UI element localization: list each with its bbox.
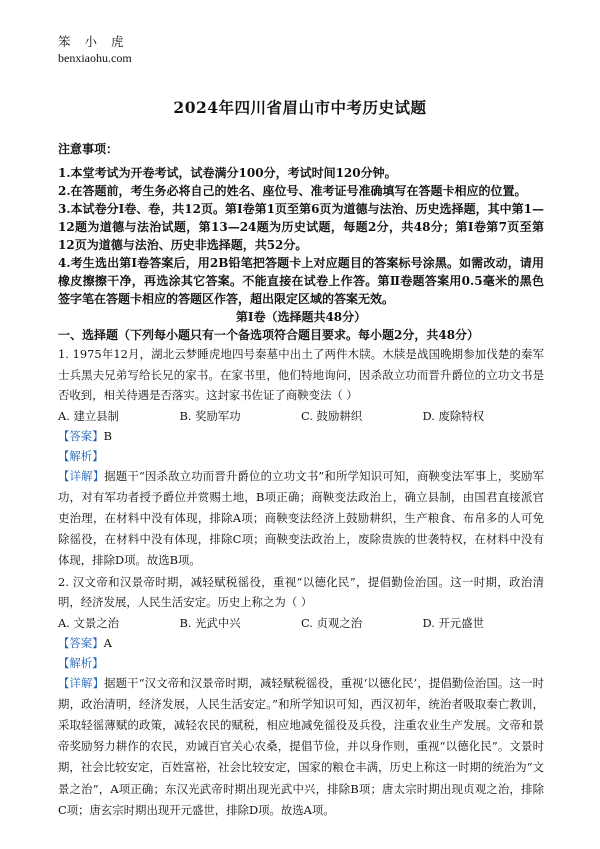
answer-value: A <box>103 635 112 650</box>
question-stem: 1. 1975年12月，湖北云梦睡虎地四号秦墓中出土了两件木牍。木牍是战国晚期参加伐楚的秦军士兵黑夫兄弟写给长兄的家书。在家书里，他们特地询问，因杀敌立功而晋升爵位的立功文书是否收到，相关待遇是否落实。这封家书佐证了商鞅变法（ ） <box>58 347 544 402</box>
detail-paragraph <box>58 466 544 572</box>
question-stem: 2. 汉文帝和汉景帝时期，减轻赋税徭役，重视“以德化民”，提倡勤俭治国。这一时期，政治清明，经济发展，人民生活安定。历史上称之为（ ） <box>58 574 544 610</box>
answer-line <box>58 426 544 446</box>
option-b: B. 光武中兴 <box>179 615 241 630</box>
question-options <box>58 406 544 426</box>
section-heading: 一、选择题（下列每小题只有一个备选项符合题目要求。每小题2分，共48分） <box>58 328 480 342</box>
analysis-line <box>58 653 544 673</box>
option-a: A. 文景之治 <box>58 615 120 630</box>
question-options <box>58 613 544 633</box>
detail-label: 【详解】 <box>58 468 105 483</box>
detail-text: 据题干“因杀敌立功而晋升爵位的立功文书”和所学知识可知，商鞅变法军事上，奖励军功，对有军功者授予爵位并赏赐土地，B项正确；商鞅变法政治上，确立县制，由国君直接派官吏治理，在材料中没有体现，排除A项；商鞅变法经济上鼓励耕织，生产粮食、布帛多的人可免除徭役，在材料中没有体现，排除C项；商鞅变法政治上，废除贵族的世袭特权，在材料中没有体现，排除D项。故选B项。 <box>58 468 544 568</box>
detail-text: 据题干“汉文帝和汉景帝时期，减轻赋税徭役，重视‘以德化民’，提倡勤俭治国。这一时期，政治清明，经济发展，人民生活安定。”和所学知识可知，西汉初年，统治者吸取秦亡教训，采取轻徭薄赋的政策，减轻农民的赋税，相应地减免徭役及兵役，注重农业生产发展。文帝和景帝奖励努力耕作的农民，劝诫百官关心农桑，提倡节俭，并以身作则，重视“以德化民”。文景时期，社会比较安定，百姓富裕，社会比较安定，国家的粮仓丰满，历史上称这一时期的统治为“文景之治”，A项正确；东汉光武帝时期出现光武中兴，排除B项；唐太宗时期出现贞观之治，排除C项；唐玄宗时期出现开元盛世，排除D项。故选A项。 <box>58 675 544 817</box>
brand-logo-text: 笨小虎 <box>58 34 138 49</box>
analysis-label: 【解析】 <box>58 448 104 463</box>
notice-item: 1.本堂考试为开卷考试，试卷满分100分，考试时间120分钟。 <box>58 166 397 180</box>
detail-paragraph <box>58 673 544 821</box>
answer-label: 【答案】 <box>58 428 104 443</box>
notice-item: 4.考生选出第I卷答案后，用2B铅笔把答题卡上对应题目的答案标号涂黑。如需改动，请用橡皮擦擦干净，再选涂其它答案。不能直接在试卷上作答。第Ⅱ卷题答案用0.5毫米的黑色签字笔在答题卡相应的答题区作答，超出限定区域的答案无效。 <box>58 256 544 306</box>
exam-content <box>58 140 544 821</box>
option-c: C. 贞观之治 <box>301 615 363 630</box>
analysis-label: 【解析】 <box>58 655 104 670</box>
exam-title: 2024年四川省眉山市中考历史试题 <box>173 98 427 117</box>
option-d: D. 开元盛世 <box>422 615 485 630</box>
option-c: C. 鼓励耕织 <box>301 408 363 423</box>
option-d: D. 废除特权 <box>422 408 485 423</box>
option-b: B. 奖励军功 <box>179 408 241 423</box>
analysis-line <box>58 446 544 466</box>
notice-item: 3.本试卷分I卷、卷，共12页。第I卷第1页至第6页为道德与法治、历史选择题，其中第1—12题为道德与法治试题，第13—24题为历史试题，每题2分，共48分；第I卷第7页至第12页为道德与法治、历史非选择题，共52分。 <box>58 202 544 252</box>
notice-heading: 注意事项： <box>58 142 119 156</box>
detail-label: 【详解】 <box>58 675 105 690</box>
answer-line <box>58 633 544 653</box>
notice-item: 2.在答题前，考生务必将自己的姓名、座位号、准考证号准确填写在答题卡相应的位置。 <box>58 184 527 198</box>
brand-site: benxiaohu.com <box>58 51 132 65</box>
brand-watermark <box>58 34 138 66</box>
answer-value: B <box>103 428 112 443</box>
answer-label: 【答案】 <box>58 635 104 650</box>
option-a: A. 建立县制 <box>58 408 120 423</box>
part1-title: 第I卷（选择题共48分） <box>235 310 367 324</box>
